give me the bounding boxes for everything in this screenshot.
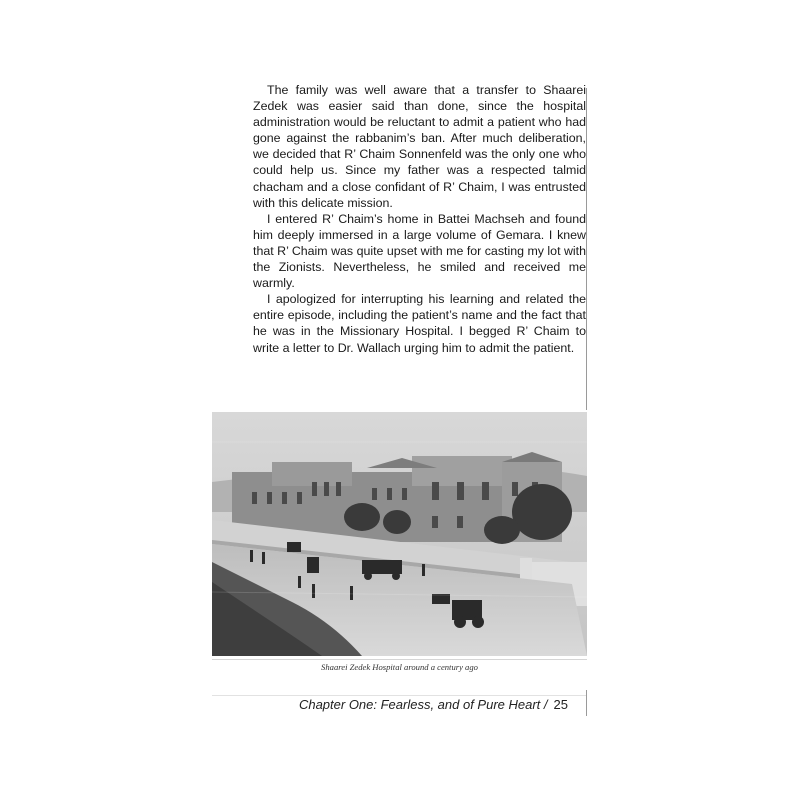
paragraph-2: I entered R’ Chaim’s home in Battei Machseh and found him deeply immersed in a large volume of Gemara. I knew that R’ Chaim was quite upset with me for casting my lot with the Zionists. Nevertheless, he smiled and received me warmly. [253, 211, 586, 291]
body-text [253, 82, 586, 356]
hospital-photo [212, 412, 587, 656]
page-number: 25 [553, 697, 568, 712]
paragraph-1: The family was well aware that a transfer to Shaarei Zedek was easier said than done, since the hospital administration would be reluctant to admit a patient who had gone against the rabbanim’s ban. After much deliberation, we decided that R’ Chaim Sonnenfeld was the only one who could help us. Since my father was a respected talmid chacham and a close confidant of R’ Chaim, I was entrusted with this delicate mission. [253, 83, 586, 210]
margin-rule [586, 88, 587, 410]
caption-rule [212, 659, 587, 660]
paragraph-3: I apologized for interrupting his learning and related the entire episode, including the patient’s name and the fact that he was in the Missionary Hospital. I begged R’ Chaim to write a letter to Dr. Wallach urging him to admit the patient. [253, 292, 586, 355]
page-footer [212, 697, 568, 712]
footer-vertical-rule [586, 690, 587, 716]
photo-caption: Shaarei Zedek Hospital around a century ago [321, 662, 478, 672]
chapter-title: Chapter One: Fearless, and of Pure Heart / [298, 697, 548, 712]
footer-rule [212, 695, 587, 696]
